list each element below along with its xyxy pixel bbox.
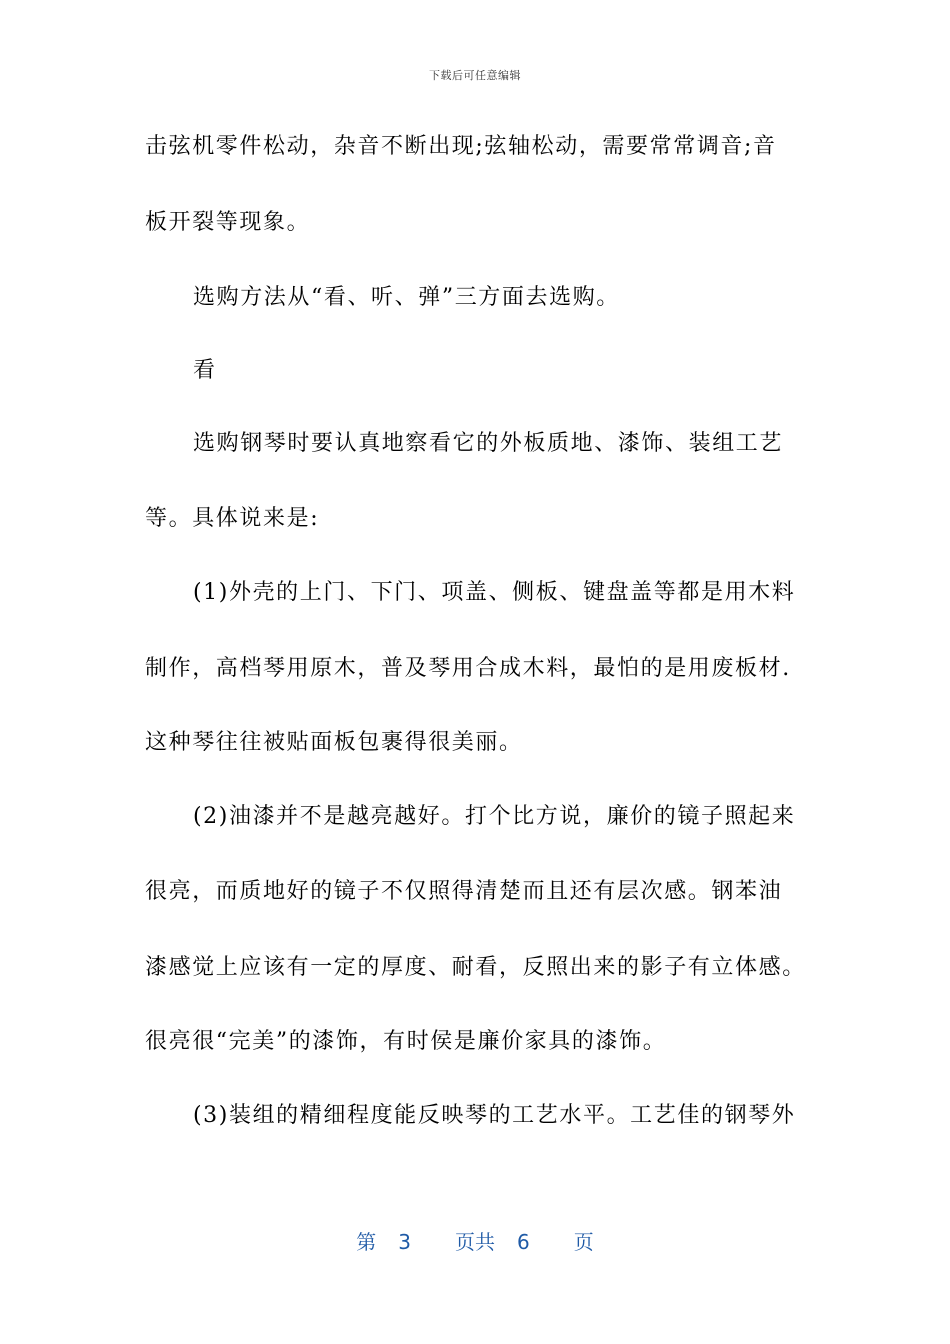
page-footer [0, 1226, 950, 1255]
body-line-10: (2)油漆并不是越亮越好。打个比方说，廉价的镜子照起来 [193, 804, 796, 829]
body-line-9: 这种琴往往被贴面板包裹得很美丽。 [145, 730, 523, 755]
footer-prefix: 第 [356, 1230, 377, 1254]
body-line-2: 板开裂等现象。 [145, 210, 311, 235]
body-line-7: (1)外壳的上门、下门、项盖、侧板、键盘盖等都是用木料 [193, 580, 796, 605]
body-line-14: (3)装组的精细程度能反映琴的工艺水平。工艺佳的钢琴外 [193, 1103, 796, 1128]
body-line-6: 等。具体说来是: [145, 506, 320, 531]
body-line-5: 选购钢琴时要认真地察看它的外板质地、漆饰、装组工艺 [193, 431, 784, 456]
body-line-8: 制作，高档琴用原木，普及琴用合成木料，最怕的是用废板材. [145, 656, 791, 681]
footer-total-pages: 6 [517, 1230, 530, 1254]
body-line-11: 很亮，而质地好的镜子不仅照得清楚而且还有层次感。钢苯油 [145, 879, 783, 904]
body-line-12: 漆感觉上应该有一定的厚度、耐看，反照出来的影子有立体感。 [145, 955, 806, 980]
footer-suffix: 页 [573, 1230, 594, 1254]
body-line-3: 选购方法从“看、听、弹”三方面去选购。 [193, 285, 620, 310]
body-line-4: 看 [193, 358, 217, 383]
page-header: 下载后可任意编辑 [429, 69, 521, 82]
footer-middle: 页共 [455, 1230, 495, 1254]
body-line-1: 击弦机零件松动，杂音不断出现;弦轴松动，需要常常调音;音 [145, 134, 777, 159]
footer-current-page: 3 [398, 1230, 411, 1254]
body-line-13: 很亮很“完美”的漆饰，有时侯是廉价家具的漆饰。 [145, 1029, 667, 1054]
